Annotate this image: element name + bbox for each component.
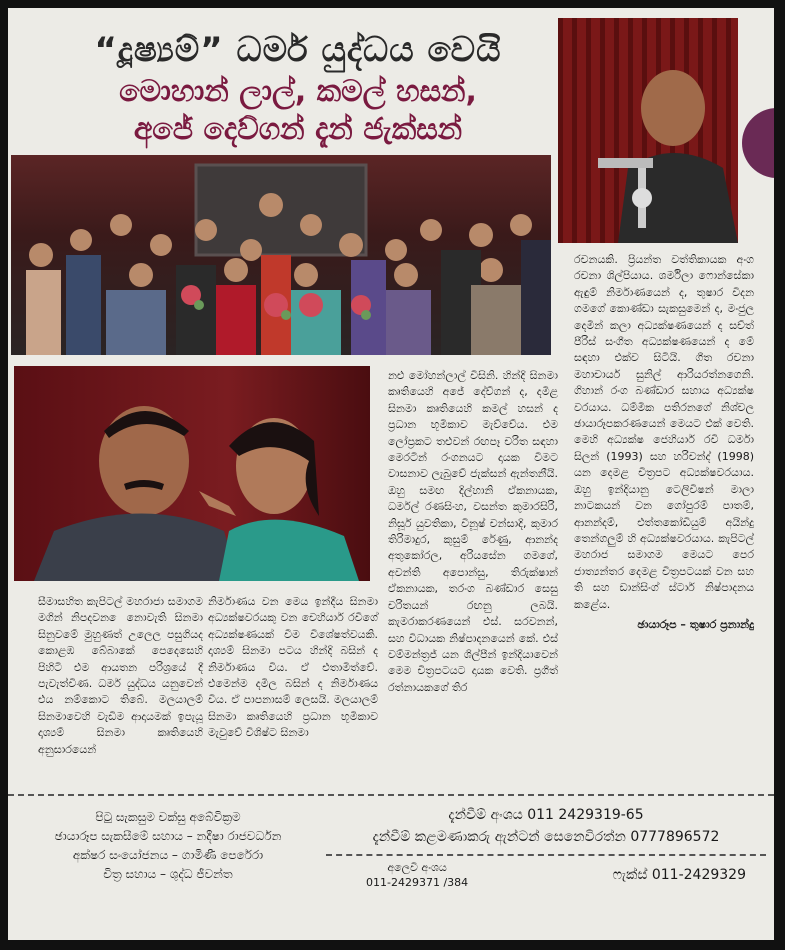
contact-row: [326, 860, 766, 890]
sales-block: [366, 860, 468, 890]
typesetting-credit: අක්ෂර සංයෝජනය – ගාමිණී පෙරේරා: [72, 848, 264, 862]
headline-line-2: මොහාන් ලාල්, කමල් හසන්,: [119, 74, 477, 109]
art-assistant-credit: චිත්‍ර සහාය – ශුද්ධ ජීවන්ත: [103, 867, 233, 881]
newspaper-page: [8, 8, 774, 940]
speaker-photo-illustration: [558, 18, 738, 243]
page-editor-credit: පිටු සැකසුම චක්සු අබේවික්‍රම: [95, 810, 241, 824]
article-column-4-text: රචනයකි. ප්‍රියන්ත වත්තිකායක අංග රචනා ශිල්පියාය. ශර්මිලා ෆොන්සේකා ඇඳුම් නිර්මාණයෙන් ද, තුෂාර විදන ගමගේ කොණ්ඩා සැකසුමෙන් ද, මංජුල දෙමින් කලා අධ්‍යක්ෂණයෙන් ද සච්ත් පීරිස් සංගීත අධ්‍යක්ෂණයෙන් ද මේ සඳහා එක්ව සිටියි. ගීත රචනා මහාචාර්ය සුනිල් ආරියරත්නගෙනි. ගිහාන් රංග බණ්ඩාර සහාය අධ්‍යක්ෂ වරයාය. ධම්මික පතිරනගේ නිශ්චල ඡායාරූපකරණයෙන් මෙයට එක් වෙති. මෙහි අධ්‍යක්ෂ ජෙහියාර් රවි ධර්මා සිලන් (1993) සහ හරිචන්ද් (1998) යන දෙමළ චිත්‍රපට අධ්‍යක්ෂවරයාය. ඔහු ඉන්දියානු ටෙලිවිෂන් මාලා නාටකයන් වන ගෝපුරම් පාතම්, ආනන්දම්, එත්තකෝඩියුම් අයින්දු තෙන්ගලුම් හි අධ්‍යක්ෂවරයාය. කැපිටල් මහරාජ සමාගම මෙයට පෙර ජාත්‍යන්තර දෙමළ චිත්‍රපටයක් වන සහ ති සහ ඩාන්සිංග් ස්ටාර් නිෂ්පාදනය කළේය.: [574, 253, 754, 611]
actors-photo: [14, 366, 370, 581]
group-photo: [11, 155, 551, 355]
speaker-photo: [558, 18, 738, 243]
sales-phone: 011-2429371 /384: [366, 876, 469, 889]
contact-credits: [326, 804, 766, 890]
actors-photo-illustration: [14, 366, 370, 581]
ad-manager: දැන්වීම් කළමණාකරු ඇන්ටන් සෙනෙවිරත්න 0777896572: [372, 829, 720, 845]
article-column-2: නිර්මාණය වන මෙය ඉන්දීය සිනමා අධ්‍යක්ෂවරයකු වන චෙහියාර් රවීගේ අධ්‍යක්ෂණයක් වීම විශේෂත්වයකි. දෘශ්‍යම් සිනමා පටය හින්දි බසින් ද නිර්මාණය විය. ඒ එතාමිත්වේ. එමෙන්ම දමිල බසින් ද නිර්මාණය විය. ඒ පාපනාසම් ලෙසයි. මලයාලම් සිනමා කෘතියෙහි ප්‍රධාන භූමිකාව මැවුවේ විශිෂ්ට සිනමා: [208, 595, 378, 740]
article-column-1: සීමාසහිත කැපිටල් මහරාජා සමාගම මගින් නිපදවන ෙනොවැති සිනමා සිනුවමේ මුහුණත් උලෙල පසුගියද කොළඹ බේබාකේ පෙදෙසෙහි පිහිටි එම ආයතන පරිශ්‍රයේ දී පැවැත්විණ. ධර්ම යුද්ධය යනුවෙන් එය නම්කොට තිබේ. මලයාලම් සිනමාවෙහි වැඩිම ආදායමක් ඉපැයූ දෘශ්‍යම් සිනමා කෘතියෙහි අනුසාරයෙන්: [38, 595, 203, 756]
footer-divider: [8, 794, 774, 796]
page-side-tab: [742, 108, 774, 178]
photo-credit-byline: ඡායාරූප – තුෂාර ප්‍රනාන්දු: [637, 617, 754, 631]
staff-credits: [18, 808, 318, 884]
sales-label: අලෙවි අංශය: [387, 861, 447, 874]
group-photo-illustration: [11, 155, 551, 355]
article-column-3: නළු මෝහන්ලාල් විසිනි. හින්දි සිනමා කෘතියෙහි අජේ දේව්ගන් ද, දමිළ සිනමා කෘතියෙහි කමල් හසන් ද ප්‍රධාන භූමිකාව මැව්වේය. එම ලෝප්‍රකට තළුවන් රඟපෑ චරිත සඳහා මෙරටින් රංගනයට දායක වීමට වාසනාව ලැබුවේ ජැක්සන් ඇන්තනීයි. ඔහු සමඟ දිල්හානි ඒකනායක, ධර්මල් රණසිංහ, වසන්ත කුමාරසිරි, නිසූර් යුවතිකා, විනූෂ් චන්සාදි, කුමාර තිරිමාදුර, කුසුම් රේණු, ආනන්ද අතුකෝරල, අරියසේන ගමගේ, අවන්ති අපොන්සු, තිරුක්ෂාන් ඒකනායක, තරංග බණ්ඩාර සෙසු චරිතයන් රඟනු ලබයි. කැමරාකරණයෙන් එස්. සරවනන්, සහ විධායක නිෂ්පාදනයෙන් කේ. එස් වම්මන්ත්‍රජ් යන ශිල්පීන් ඉන්දියාවෙන් මෙම චිත්‍රපටයට දායක වෙති. ප්‍රගීත් රත්නායකගේ තිර: [388, 369, 558, 694]
contact-divider: [326, 854, 766, 856]
photo-assistant-credit: ඡායාරූප සැකසීමේ සහාය – නදීෂා රාජවර්ධන: [54, 829, 282, 843]
ad-department: දැන්වීම් අංශය 011 2429319-65: [448, 807, 644, 823]
fax-number: ෆැක්ස් 011-2429329: [612, 867, 746, 883]
headline-line-3: අජේ දෙව්ගන් දැන් ජැක්සන්: [133, 112, 463, 147]
headline-line-1: “දූෂ්‍යම්” ධර්ම යුද්ධය වෙයි: [94, 30, 502, 70]
article-column-4: [574, 252, 754, 633]
